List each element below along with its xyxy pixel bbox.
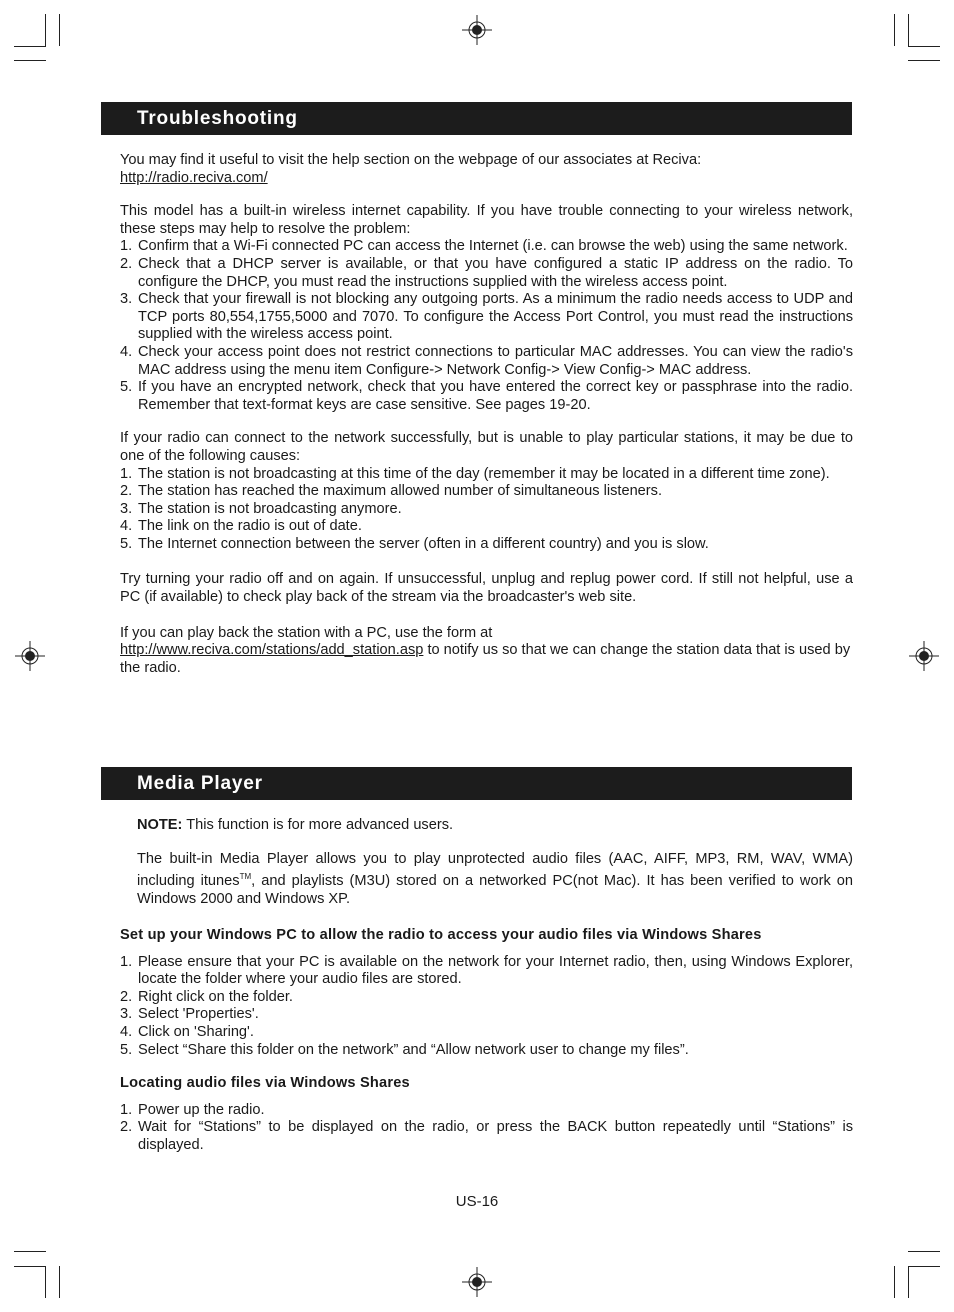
list-item-text: Confirm that a Wi-Fi connected PC can access the Internet (i.e. can browse the web) using the same network.	[138, 238, 848, 255]
crop-mark	[59, 1266, 60, 1298]
list-item	[120, 238, 853, 256]
list-item-text: If you have an encrypted network, check that you have entered the correct key or passphrase into the radio. Remember that text-format keys are case sensitive. See pages 19-20.	[138, 379, 853, 413]
stations-intro: If your radio can connect to the network successfully, but is unable to play particular stations, it may be due to one of the following causes:	[120, 430, 853, 464]
description-text-1: The built-in Media Player allows you to play unprotected audio files (AAC, AIFF, MP3, RM, WAV, WMA) including itunes	[137, 850, 853, 890]
list-item-text: Power up the radio.	[138, 1101, 265, 1118]
list-item-number: 1.	[120, 465, 133, 482]
crop-mark	[14, 1251, 46, 1252]
list-item-number: 3.	[120, 1006, 133, 1023]
troubleshooting-header	[101, 102, 852, 135]
list-item	[120, 536, 853, 554]
crop-mark	[908, 14, 909, 46]
list-item	[120, 466, 853, 484]
list-item	[120, 256, 853, 291]
description-paragraph	[137, 851, 853, 909]
crop-mark	[908, 46, 940, 47]
media-player-title: Media Player	[137, 773, 263, 794]
list-item	[120, 501, 853, 519]
list-item-number: 3.	[120, 291, 133, 308]
list-item	[120, 518, 853, 536]
locating-heading: Locating audio files via Windows Shares	[120, 1075, 410, 1092]
list-item-text: Check your access point does not restrict connections to particular MAC addresses. You can view the radio's MAC address using the menu item Configure-> Network Config-> View Config-> MAC address.	[138, 343, 853, 378]
list-item-number: 5.	[120, 535, 133, 552]
list-item-number: 4.	[120, 1023, 133, 1040]
list-item-text: The Internet connection between the server (often in a different country) and you is slow.	[138, 535, 709, 552]
media-player-header	[101, 767, 852, 800]
intro-paragraph	[120, 152, 853, 187]
crop-mark	[908, 1251, 940, 1252]
setup-steps-list	[120, 954, 853, 1060]
list-item	[120, 1006, 853, 1024]
list-item-number: 2.	[120, 988, 133, 1005]
list-item	[120, 1119, 853, 1154]
list-item	[120, 1102, 853, 1120]
troubleshooting-title: Troubleshooting	[137, 108, 298, 129]
form-text-1: If you can play back the station with a PC, use the form at	[120, 624, 493, 641]
intro-text: You may find it useful to visit the help section on the webpage of our associates at Reciva:	[120, 152, 702, 168]
list-item-text: Please ensure that your PC is available on the network for your Internet radio, then, using Windows Explorer, locate the folder where your audio files are stored.	[138, 953, 853, 988]
crop-mark	[894, 1266, 895, 1298]
note-text: This function is for more advanced users.	[182, 817, 454, 833]
list-item-number: 5.	[120, 379, 133, 396]
list-item-number: 1.	[120, 953, 133, 970]
registration-mark-icon	[15, 641, 45, 671]
list-item-text: Wait for “Stations” to be displayed on the radio, or press the BACK button repeatedly until “Stations” is displayed.	[138, 1119, 853, 1153]
wireless-steps-list	[120, 238, 853, 414]
list-item	[120, 379, 853, 414]
crop-mark	[908, 1266, 940, 1267]
list-item-text: Click on 'Sharing'.	[138, 1023, 254, 1040]
list-item	[120, 1024, 853, 1042]
crop-mark	[59, 14, 60, 46]
list-item-number: 4.	[120, 518, 133, 535]
crop-mark	[14, 46, 46, 47]
list-item-number: 3.	[120, 500, 133, 517]
list-item-text: Select “Share this folder on the network” and “Allow network user to change my files”.	[138, 1041, 689, 1058]
media-player-body	[137, 817, 853, 908]
locating-steps-list	[120, 1102, 853, 1155]
trademark-mark: TM	[239, 872, 252, 882]
list-item-text: The link on the radio is out of date.	[138, 518, 362, 535]
list-item-number: 1.	[120, 238, 133, 255]
add-station-link[interactable]: http://www.reciva.com/stations/add_station.asp	[120, 642, 424, 659]
list-item	[120, 291, 853, 344]
crop-mark	[14, 60, 46, 61]
troubleshooting-body	[120, 152, 853, 677]
list-item-text: The station is not broadcasting at this time of the day (remember it may be located in a different time zone).	[138, 465, 830, 482]
list-item-text: Select 'Properties'.	[138, 1006, 259, 1023]
list-item	[120, 989, 853, 1007]
retry-paragraph: Try turning your radio off and on again. If unsuccessful, unplug and replug power cord. If still not helpful, use a PC (if available) to check play back of the stream via the broadcaster's web site.	[120, 571, 853, 606]
form-text-2: to notify us so that we can change the station data that is used by the radio.	[120, 642, 851, 676]
setup-section	[120, 927, 853, 1155]
list-item-text: The station has reached the maximum allowed number of simultaneous listeners.	[138, 483, 663, 500]
note-label: NOTE:	[137, 817, 183, 833]
list-item-number: 2.	[120, 483, 133, 500]
list-item-text: The station is not broadcasting anymore.	[138, 500, 402, 517]
wireless-intro: This model has a built-in wireless internet capability. If you have trouble connecting to your wireless network, these steps may help to resolve the problem:	[120, 203, 853, 237]
crop-mark	[14, 1266, 46, 1267]
form-paragraph	[120, 625, 853, 678]
note-paragraph	[137, 817, 853, 835]
list-item	[120, 1042, 853, 1060]
list-item	[120, 344, 853, 379]
crop-mark	[908, 60, 940, 61]
stations-causes-list	[120, 466, 853, 554]
list-item-number: 2.	[120, 1119, 133, 1136]
registration-mark-icon	[462, 1267, 492, 1297]
list-item-number: 2.	[120, 255, 133, 272]
list-item	[120, 954, 853, 989]
setup-heading: Set up your Windows PC to allow the radio to access your audio files via Windows Shares	[120, 927, 762, 943]
description-text-2: , and playlists (M3U) stored on a networked PC(not Mac). It has been verified to work on Windows 2000 and Windows XP.	[137, 873, 853, 907]
crop-mark	[908, 1266, 909, 1298]
list-item-number: 1.	[120, 1101, 133, 1118]
list-item-text: Check that a DHCP server is available, or that you have configured a static IP address on the radio. To configure the DHCP, you must read the instructions supplied with the wireless access point.	[138, 255, 853, 290]
list-item-text: Right click on the folder.	[138, 988, 293, 1005]
crop-mark	[45, 14, 46, 46]
list-item	[120, 483, 853, 501]
registration-mark-icon	[909, 641, 939, 671]
page-number: US-16	[455, 1193, 499, 1210]
reciva-help-link[interactable]: http://radio.reciva.com/	[120, 169, 268, 186]
crop-mark	[894, 14, 895, 46]
list-item-number: 5.	[120, 1041, 133, 1058]
registration-mark-icon	[462, 15, 492, 45]
crop-mark	[45, 1266, 46, 1298]
list-item-number: 4.	[120, 343, 133, 360]
list-item-text: Check that your firewall is not blocking any outgoing ports. As a minimum the radio needs access to UDP and TCP ports 80,554,1755,5000 and 7070. To configure the Access Port Control, you must read the instructions supplied with the wireless access point.	[138, 291, 853, 343]
